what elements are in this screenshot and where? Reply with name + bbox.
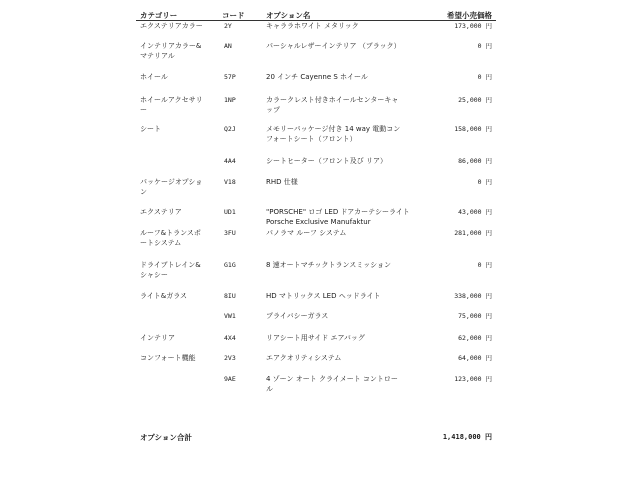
- row-category: パッケージオプショ ン: [140, 178, 203, 196]
- row-code: 4A4: [224, 157, 236, 165]
- row-code: G1G: [224, 261, 236, 269]
- row-code: 2Y: [224, 22, 232, 30]
- row-option: パーシャルレザーインテリア （ブラック）: [266, 42, 401, 50]
- row-option: 8 速オートマチックトランスミッション: [266, 261, 391, 269]
- row-category: シート: [140, 125, 161, 133]
- row-price: 0 円: [477, 42, 492, 50]
- row-category: インテリアカラー& マテリアル: [140, 42, 202, 60]
- row-code: AN: [224, 42, 232, 50]
- row-option: パノラマ ルーフ システム: [266, 229, 347, 237]
- row-option: プライバシーガラス: [266, 312, 329, 320]
- row-price: 281,000 円: [454, 229, 492, 237]
- row-price: 43,000 円: [458, 208, 492, 216]
- row-price: 338,000 円: [454, 292, 492, 300]
- header-price: 希望小売価格: [447, 11, 492, 20]
- row-option: シートヒーター（フロント及び リア）: [266, 157, 387, 165]
- row-code: 57P: [224, 73, 236, 81]
- row-option: リアシート用サイド エアバッグ: [266, 334, 365, 342]
- row-price: 0 円: [477, 73, 492, 81]
- row-code: UD1: [224, 208, 236, 216]
- row-category: エクステリア: [140, 208, 182, 216]
- row-option: HD マトリックス LED ヘッドライト: [266, 292, 381, 300]
- row-code: 3FU: [224, 229, 236, 237]
- row-category: ホイールアクセサリ ー: [140, 96, 203, 114]
- row-code: Q2J: [224, 125, 236, 133]
- row-category: ルーフ&トランスポ ートシステム: [140, 229, 201, 247]
- row-option: 4 ゾーン オート クライメート コントロー ル: [266, 375, 398, 393]
- row-option: RHD 仕様: [266, 178, 298, 186]
- row-category: ホイール: [140, 73, 168, 81]
- header-divider: [136, 20, 496, 21]
- row-price: 25,000 円: [458, 96, 492, 104]
- row-category: コンフォート機能: [140, 354, 196, 362]
- row-price: 62,000 円: [458, 334, 492, 342]
- total-value: 1,418,000 円: [442, 433, 492, 441]
- row-price: 173,000 円: [454, 22, 492, 30]
- row-option: メモリーパッケージ付き 14 way 電動コン フォートシート（フロント）: [266, 125, 401, 143]
- row-code: 8IU: [224, 292, 236, 300]
- row-code: 4X4: [224, 334, 236, 342]
- header-code: コード: [222, 11, 245, 20]
- row-price: 0 円: [477, 178, 492, 186]
- row-code: 1NP: [224, 96, 236, 104]
- row-category: ドライブトレイン& シャシー: [140, 261, 201, 279]
- row-category: ライト&ガラス: [140, 292, 188, 300]
- header-category: カテゴリー: [140, 11, 178, 20]
- row-price: 123,000 円: [454, 375, 492, 383]
- row-price: 64,000 円: [458, 354, 492, 362]
- row-price: 75,000 円: [458, 312, 492, 320]
- total-label: オプション合計: [140, 433, 192, 442]
- row-price: 0 円: [477, 261, 492, 269]
- row-option: キャララホワイト メタリック: [266, 22, 359, 30]
- row-code: 2V3: [224, 354, 236, 362]
- row-code: 9AE: [224, 375, 236, 383]
- row-price: 158,000 円: [454, 125, 492, 133]
- row-option: カラークレスト付きホイールセンターキャ ップ: [266, 96, 399, 114]
- row-code: VW1: [224, 312, 236, 320]
- row-price: 86,000 円: [458, 157, 492, 165]
- row-option: "PORSCHE" ロゴ LED ドアカーテシーライト Porsche Exclusive Manufaktur: [266, 208, 410, 226]
- header-option: オプション名: [266, 11, 311, 20]
- row-option: エアクオリティシステム: [266, 354, 342, 362]
- row-code: V18: [224, 178, 236, 186]
- row-option: 20 インチ Cayenne S ホイール: [266, 73, 368, 81]
- row-category: インテリア: [140, 334, 175, 342]
- row-category: エクステリアカラー: [140, 22, 203, 30]
